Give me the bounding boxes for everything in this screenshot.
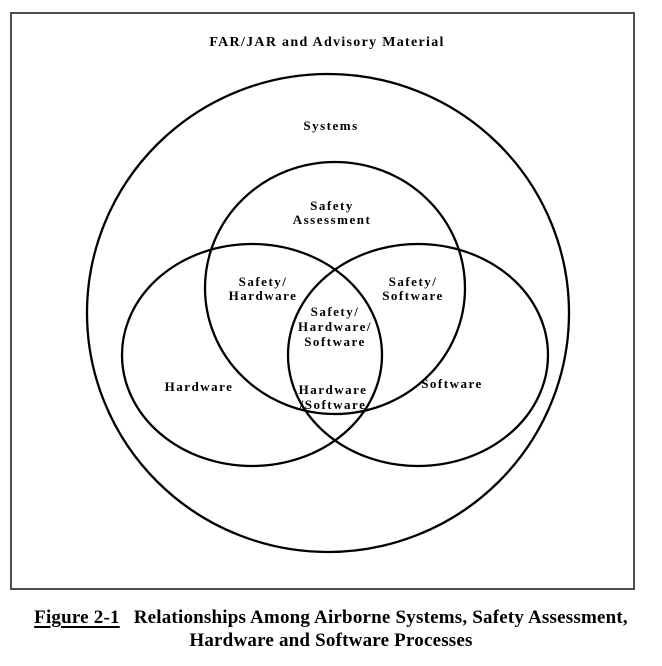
label-systems bbox=[303, 119, 358, 133]
label-hardware-software-line2: /Software bbox=[299, 397, 367, 412]
label-safety-assessment bbox=[293, 199, 372, 227]
label-software bbox=[421, 377, 483, 391]
figure-title: FAR/JAR and Advisory Material bbox=[209, 35, 445, 50]
label-safety-software-line2: Software bbox=[382, 288, 444, 303]
label-hardware bbox=[165, 380, 234, 394]
label-safety-hardware-software bbox=[298, 304, 372, 349]
label-hardware-text: Hardware bbox=[164, 379, 234, 394]
label-software-text: Software bbox=[421, 376, 483, 391]
figure-caption-line1 bbox=[0, 606, 662, 629]
venn-diagram bbox=[12, 14, 631, 586]
figure-caption-line2: Hardware and Software Processes bbox=[189, 630, 473, 651]
label-safety-software-line1: Safety/ bbox=[388, 274, 438, 289]
figure-caption-number: Figure 2-1 bbox=[34, 607, 120, 628]
label-safety-assessment-line1: Safety bbox=[310, 198, 354, 213]
label-shs-line3: Software bbox=[304, 334, 366, 349]
label-systems-text: Systems bbox=[303, 118, 359, 133]
label-safety-assessment-line2: Assessment bbox=[292, 212, 372, 227]
figure-caption bbox=[0, 606, 662, 652]
label-hardware-software bbox=[299, 382, 368, 412]
label-safety-hardware-line2: Hardware bbox=[228, 288, 298, 303]
figure-caption-title-part1: Relationships Among Airborne Systems, Safety Assessment, bbox=[133, 607, 628, 628]
figure-frame bbox=[10, 12, 635, 590]
label-shs-line2: Hardware/ bbox=[298, 319, 372, 334]
label-hardware-software-line1: Hardware bbox=[298, 382, 368, 397]
label-safety-hardware-line1: Safety/ bbox=[238, 274, 288, 289]
label-shs-line1: Safety/ bbox=[310, 304, 360, 319]
label-safety-software bbox=[382, 275, 444, 303]
label-safety-hardware bbox=[229, 275, 298, 303]
